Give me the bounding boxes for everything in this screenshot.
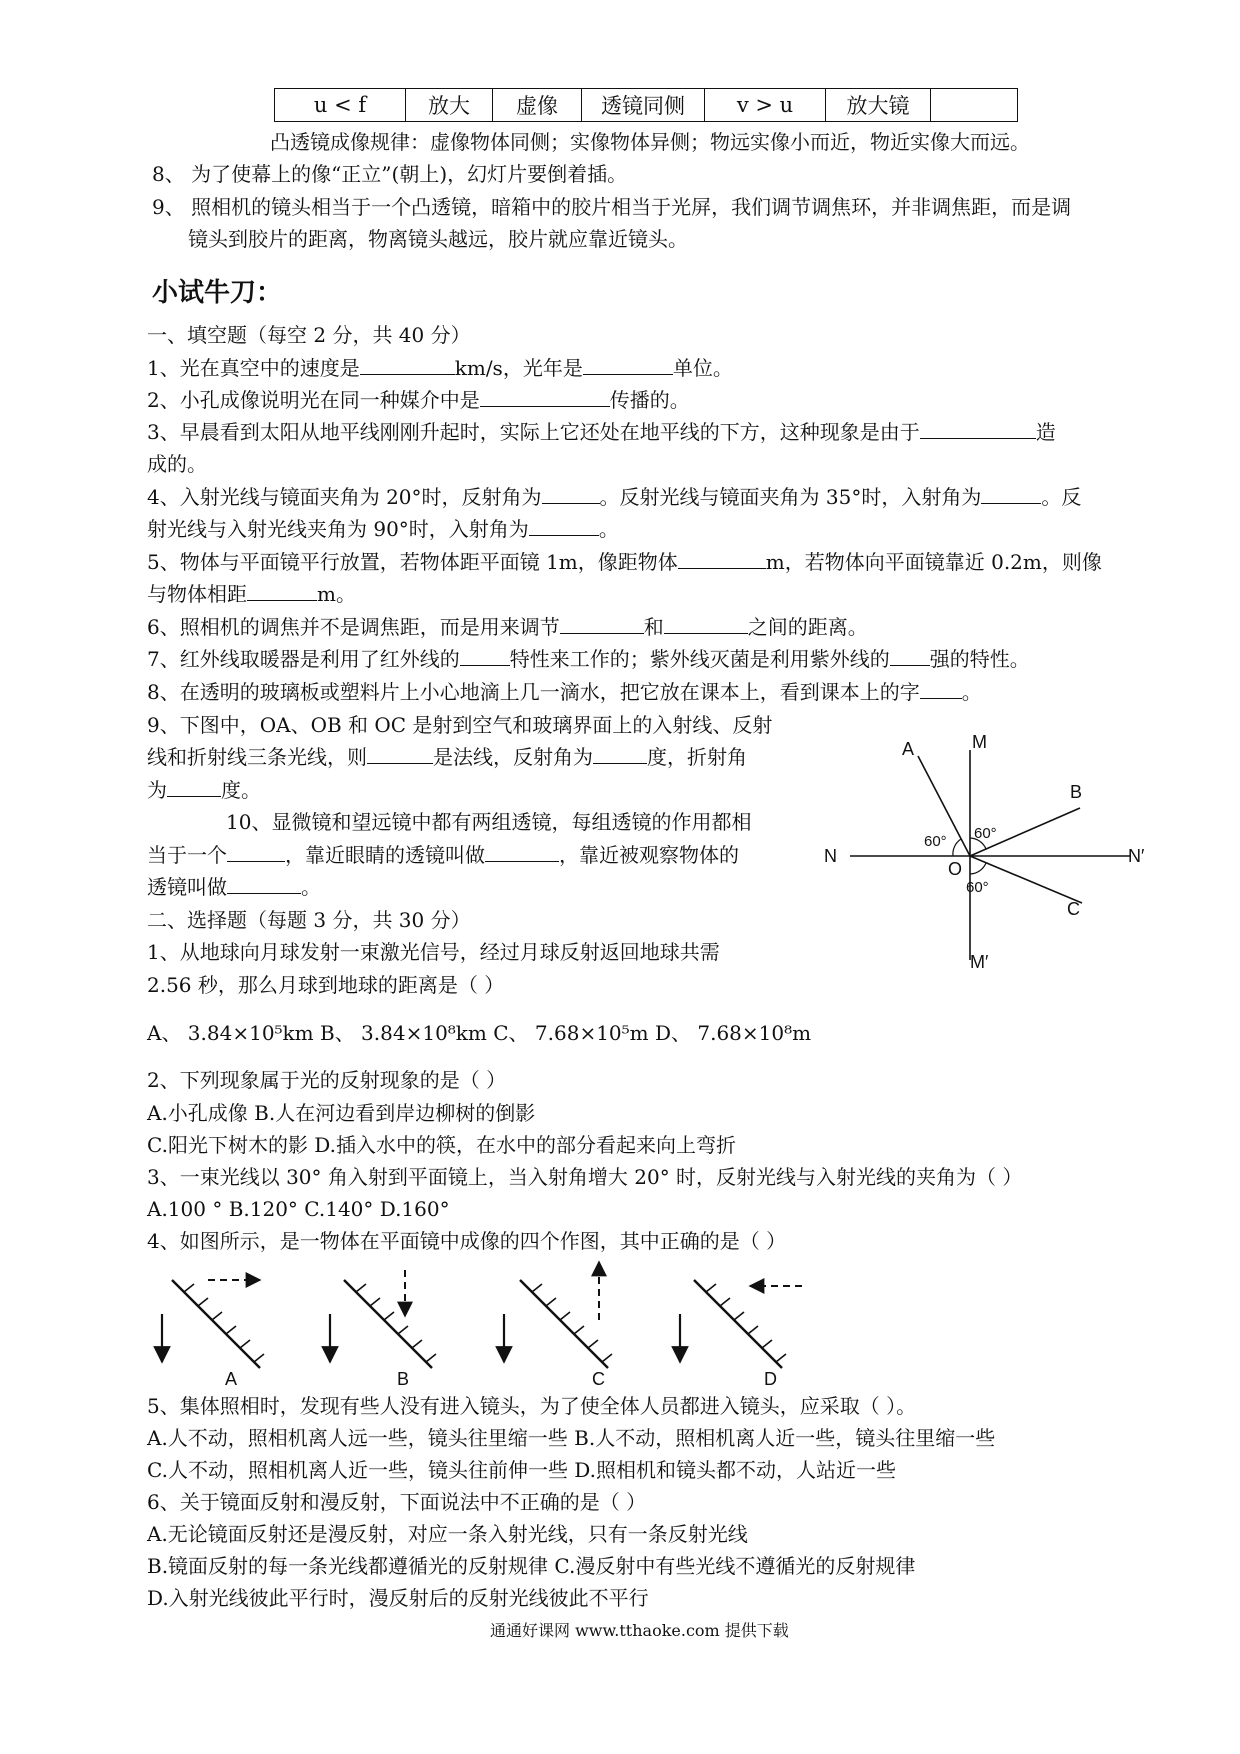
answer-blank[interactable] — [247, 582, 317, 601]
table-cell: 虚像 — [493, 89, 582, 122]
table-cell: 透镜同侧 — [582, 89, 705, 122]
fill-q7: 7、红外线取暖器是利用了红外线的 特性来工作的；紫外线灭菌是利用紫外线的 强的特性。 — [147, 647, 1030, 671]
fill-section-title: 一、填空题（每空 2 分，共 40 分） — [147, 323, 471, 347]
label-n: N — [824, 846, 837, 866]
imaging-rule-table — [274, 88, 1018, 122]
fill-q3: 3、早晨看到太阳从地平线刚刚升起时，实际上它还处在地平线的下方，这种现象是由于 造 — [147, 420, 1056, 444]
fill-q9-cont: 线和折射线三条光线，则 是法线，反射角为 度，折射角 — [147, 745, 747, 769]
choice-q3: 3、一束光线以 30° 角入射到平面镜上，当入射角增大 20° 时，反射光线与入射光线的夹角为（ ） — [147, 1165, 1023, 1189]
angle-arc — [953, 839, 961, 856]
mirror-hatch — [356, 1284, 436, 1362]
answer-blank[interactable] — [583, 356, 673, 375]
choice-q2-options: A.小孔成像 B.人在河边看到岸边柳树的倒影 — [147, 1101, 536, 1125]
fill-q1: 1、光在真空中的速度是 km/s，光年是 单位。 — [147, 356, 733, 380]
answer-blank[interactable] — [529, 517, 599, 536]
angle-label: 60° — [966, 879, 989, 896]
diagram-label: C — [592, 1369, 605, 1388]
rule-text: 凸透镜成像规律：虚像物体同侧；实像物体异侧；物远实像小而近，物近实像大而远。 — [270, 130, 1030, 154]
note-9-cont: 镜头到胶片的距离，物离镜头越远，胶片就应靠近镜头。 — [188, 227, 688, 251]
answer-blank[interactable] — [460, 647, 510, 666]
answer-blank[interactable] — [227, 843, 285, 862]
label-m: M — [972, 732, 987, 752]
choice-q1: 1、从地球向月球发射一束激光信号，经过月球反射返回地球共需 — [147, 940, 720, 964]
table-cell: v > u — [705, 89, 826, 122]
choice-q1-options: A、 3.84×10⁵km B、 3.84×10⁸km C、 7.68×10⁵m D、 7.68×10⁸m — [147, 1021, 812, 1045]
fill-q5: 5、物体与平面镜平行放置，若物体距平面镜 1m，像距物体 m，若物体向平面镜靠近 0.2m，则像 — [147, 550, 1102, 574]
refraction-figure — [820, 730, 1160, 970]
note-9: 9、 照相机的镜头相当于一个凸透镜，暗箱中的胶片相当于光屏，我们调节调焦环，并非调焦距，而是调 — [152, 195, 1072, 219]
choice-q2: 2、下列现象属于光的反射现象的是（ ） — [147, 1068, 507, 1092]
choice-q2-options: C.阳光下树木的影 D.插入水中的筷，在水中的部分看起来向上弯折 — [147, 1133, 736, 1157]
mirror-line — [172, 1280, 260, 1368]
answer-blank[interactable] — [367, 745, 433, 764]
answer-blank[interactable] — [485, 843, 559, 862]
answer-blank[interactable] — [664, 615, 748, 634]
choice-q4: 4、如图所示，是一物体在平面镜中成像的四个作图，其中正确的是（ ） — [147, 1229, 787, 1253]
mirror-line — [694, 1280, 782, 1368]
label-m-prime: M′ — [970, 952, 989, 970]
label-b: B — [1070, 782, 1083, 802]
diagram-label: A — [225, 1369, 238, 1388]
answer-blank[interactable] — [920, 420, 1036, 439]
note-8: 8、 为了使幕上的像“正立”(朝上)，幻灯片要倒着插。 — [152, 162, 628, 186]
answer-blank[interactable] — [542, 485, 600, 504]
mirror-diagrams — [150, 1258, 890, 1388]
label-a: A — [902, 739, 915, 759]
diagram-c — [504, 1262, 612, 1388]
choice-q6: 6、关于镜面反射和漫反射，下面说法中不正确的是（ ） — [147, 1490, 647, 1514]
label-n-prime: N′ — [1128, 846, 1145, 866]
table-cell: 放大 — [406, 89, 493, 122]
choice-q5-options: C.人不动，照相机离人近一些，镜头往前伸一些 D.照相机和镜头都不动，人站近一些 — [147, 1458, 896, 1482]
answer-blank[interactable] — [560, 615, 644, 634]
table-cell: u < f — [275, 89, 406, 122]
choice-q6-options: B.镜面反射的每一条光线都遵循光的反射规律 C.漫反射中有些光线不遵循光的反射规律 — [147, 1554, 916, 1578]
answer-blank[interactable] — [360, 356, 455, 375]
diagram-d — [680, 1280, 802, 1388]
answer-blank[interactable] — [167, 778, 221, 797]
fill-q3-cont: 成的。 — [147, 452, 207, 476]
answer-blank[interactable] — [227, 875, 301, 894]
fill-q9-cont2: 为 度。 — [147, 778, 261, 802]
fill-q5-cont: 与物体相距 m。 — [147, 582, 356, 606]
fill-q10-cont2: 透镜叫做 。 — [147, 875, 321, 899]
choice-q6-options: D.入射光线彼此平行时，漫反射后的反射光线彼此不平行 — [147, 1586, 649, 1610]
table-cell: 放大镜 — [826, 89, 931, 122]
fill-q9: 9、下图中，OA、OB 和 OC 是射到空气和玻璃界面上的入射线、反射 — [147, 713, 773, 737]
mirror-line — [344, 1280, 432, 1368]
diagram-label: B — [397, 1369, 410, 1388]
mirror-hatch — [706, 1284, 786, 1362]
choice-q5-options: A.人不动，照相机离人远一些，镜头往里缩一些 B.人不动，照相机离人近一些，镜头往里缩一些 — [147, 1426, 996, 1450]
table-row — [275, 89, 1018, 122]
answer-blank[interactable] — [678, 550, 766, 569]
mirror-line — [520, 1280, 608, 1368]
angle-label: 60° — [924, 833, 947, 850]
choice-q6-options: A.无论镜面反射还是漫反射，对应一条入射光线，只有一条反射光线 — [147, 1522, 748, 1546]
diagram-b — [330, 1270, 436, 1388]
fill-q6: 6、照相机的调焦并不是调焦距，而是用来调节 和 之间的距离。 — [147, 615, 868, 639]
fill-q8: 8、在透明的玻璃板或塑料片上小心地滴上几一滴水，把它放在课本上，看到课本上的字 。 — [147, 680, 982, 704]
choice-q5: 5、集体照相时，发现有些人没有进入镜头，为了使全体人员都进入镜头，应采取（ ）。 — [147, 1394, 917, 1418]
choice-section-title: 二、选择题（每题 3 分，共 30 分） — [147, 908, 471, 932]
label-c: C — [1067, 899, 1080, 919]
section-heading: 小试牛刀： — [152, 278, 283, 308]
table-cell — [931, 89, 1018, 122]
fill-q10-cont: 当于一个 ，靠近眼睛的透镜叫做 ，靠近被观察物体的 — [147, 843, 739, 867]
fill-q10: 10、显微镜和望远镜中都有两组透镜，每组透镜的作用都相 — [226, 810, 752, 834]
diagram-a — [162, 1280, 264, 1388]
fill-q4-cont: 射光线与入射光线夹角为 90°时，入射角为 。 — [147, 517, 619, 541]
choice-q1-cont: 2.56 秒，那么月球到地球的距离是（ ） — [147, 973, 505, 997]
answer-blank[interactable] — [890, 647, 930, 666]
angle-arc — [970, 863, 986, 874]
angle-label: 60° — [974, 825, 997, 842]
choice-q3-options: A.100 ° B.120° C.140° D.160° — [147, 1197, 450, 1221]
label-o: O — [948, 859, 963, 879]
answer-blank[interactable] — [920, 680, 962, 699]
answer-blank[interactable] — [981, 485, 1041, 504]
diagram-label: D — [764, 1369, 777, 1388]
page-footer: 通通好课网 www.tthaoke.com 提供下载 — [490, 1621, 789, 1640]
fill-q2: 2、小孔成像说明光在同一种媒介中是 传播的。 — [147, 388, 690, 412]
answer-blank[interactable] — [480, 388, 610, 407]
mirror-hatch — [184, 1284, 264, 1362]
fill-q4: 4、入射光线与镜面夹角为 20°时，反射角为 。反射光线与镜面夹角为 35°时，入射角为 。反 — [147, 485, 1082, 509]
answer-blank[interactable] — [593, 745, 647, 764]
